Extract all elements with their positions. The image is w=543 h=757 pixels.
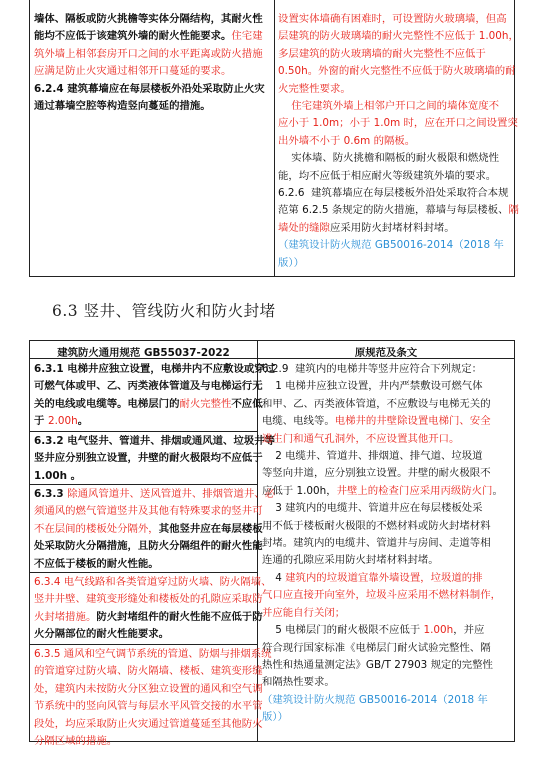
text-line xyxy=(278,185,512,202)
text-line xyxy=(262,692,512,709)
text-line xyxy=(34,46,272,63)
top-table-right-cell xyxy=(278,11,519,272)
text-line xyxy=(34,378,263,395)
text-line xyxy=(278,81,512,98)
text-run: 6.3.4 电气线路和各类管道穿过防火墙、防火隔墙、 xyxy=(34,576,272,588)
text-run: 应采用防火封堵材料封堵。 xyxy=(329,221,455,234)
text-line xyxy=(278,220,512,237)
text-run: 于 xyxy=(34,415,49,428)
text-line xyxy=(34,681,263,698)
text-run: 。 xyxy=(492,484,503,497)
top-table-bottom-border xyxy=(29,276,515,277)
text-run: 电梯井的井壁除设置电梯门、安全 xyxy=(334,415,491,428)
text-run: 隔 xyxy=(508,204,519,217)
text-run: 6.3.1 电梯井应独立设置，电梯井内不应敷设或穿过 xyxy=(34,363,276,375)
text-run: 通过幕墙空腔等构造竖向蔓延的措施。 xyxy=(34,100,211,113)
text-run: 范第 6.2.5 条规定的防火措施，幕墙与每层楼板、 xyxy=(278,204,509,217)
text-line xyxy=(262,431,512,448)
text-line xyxy=(262,552,512,569)
text-run: 用不低于楼板耐火极限的不燃材料或防火封堵材料 xyxy=(262,519,491,532)
bottom-table-left-border xyxy=(29,340,30,742)
text-line xyxy=(34,11,272,28)
text-line xyxy=(278,168,512,185)
text-line xyxy=(262,570,512,587)
text-run: 6.3.3 xyxy=(34,488,68,500)
text-line xyxy=(34,574,272,591)
text-run: 连通的孔隙应采用防火封堵材料封堵。 xyxy=(262,554,439,567)
text-line xyxy=(34,486,276,503)
text-run: 气口应直接开向室外，垃圾斗应采用不燃材料制作， xyxy=(262,589,501,602)
left-column-header: 建筑防火通用规范 GB55037-2022 xyxy=(57,347,230,359)
text-line xyxy=(34,28,272,45)
text-run: 分隔区域的措施。 xyxy=(34,735,118,748)
text-run: 除通风管道井、送风管道井、排烟管道井、必 xyxy=(67,488,276,500)
text-line xyxy=(278,133,512,150)
clause-6-3-2 xyxy=(34,433,276,485)
text-run: 版）） xyxy=(278,256,304,269)
text-run: 1.00h 。 xyxy=(34,469,82,482)
text-line xyxy=(278,115,518,132)
text-line xyxy=(262,657,512,674)
text-run: 6.2.9 建筑内的电梯井等竖井应符合下列规定： xyxy=(262,363,483,375)
text-run: 2.00h xyxy=(48,415,78,428)
text-run: 3 建筑内的电缆井、管道井应在每层楼板处采 xyxy=(262,502,483,515)
text-run: 和隔热性要求。 xyxy=(262,676,335,689)
text-run: 须通风的燃气管道竖井及其他有特殊要求的竖井可 xyxy=(34,505,263,518)
text-run: 设置实体墙确有困难时，可设置防火玻璃墙，但高 xyxy=(278,13,507,25)
text-line xyxy=(34,591,263,608)
text-line xyxy=(34,698,263,715)
text-run: 出外墙不小于 0.6m 的隔板。 xyxy=(278,134,416,147)
text-run: 封堵。建筑内的电缆井、管道井与房间、走道等相 xyxy=(262,537,491,550)
text-run: 处，建筑内未按防火分区独立设置的通风和空气调 xyxy=(34,682,263,695)
text-run: 逃生门和通气孔洞外，不应设置其他开口。 xyxy=(262,432,460,445)
text-run: 筑外墙上相邻套房开口之间的水平距离或防火措施 xyxy=(34,47,263,60)
text-line xyxy=(34,609,263,626)
text-line xyxy=(34,433,276,450)
text-run: 能，均不应低于相应耐火等级建筑外墙的要求。 xyxy=(278,169,497,182)
text-run: 的管道穿过防火墙、防火隔墙、楼板、建筑变形缝 xyxy=(34,665,263,678)
text-line xyxy=(34,81,272,98)
text-line xyxy=(278,202,519,219)
text-line xyxy=(278,11,512,28)
text-run: 住宅建 xyxy=(231,30,263,43)
text-run: 竖井井壁、建筑变形缝处和楼板处的孔隙应采取防 xyxy=(34,593,263,606)
text-line xyxy=(34,733,256,750)
text-run: 其他竖井应在每层楼板 xyxy=(158,522,263,535)
text-line xyxy=(262,674,512,691)
bottom-table-top-border xyxy=(29,340,515,341)
text-line xyxy=(262,361,512,378)
text-line xyxy=(262,587,512,604)
text-run: 和甲、乙、丙类液体管道，不应敷设与电梯无关的 xyxy=(262,397,491,410)
text-run: 符合现行国家标准《电梯层门耐火试验完整性、隔 xyxy=(262,641,491,654)
text-line xyxy=(262,483,512,500)
text-line xyxy=(262,448,512,465)
top-table-left-border xyxy=(29,0,30,277)
text-line xyxy=(34,63,272,80)
text-run: 1 电梯井应独立设置，井内严禁敷设可燃气体 xyxy=(262,380,483,393)
text-line xyxy=(278,98,512,115)
text-line xyxy=(34,503,263,520)
text-run: 应低于 1.00h， xyxy=(262,484,337,497)
text-run: 应满足防止火灾通过相邻开口蔓延的要求。 xyxy=(34,65,232,78)
text-run: 实体墙、防火挑檐和隔板的耐火极限和燃烧性 xyxy=(278,152,500,165)
left-row-divider xyxy=(29,644,258,645)
clause-6-3-5 xyxy=(34,646,272,750)
text-run: 防火封堵组件的耐火性能不应低于防 xyxy=(96,610,263,623)
text-line xyxy=(34,626,256,643)
text-line xyxy=(262,605,512,622)
text-run: 不在层间的楼板处分隔外， xyxy=(34,522,159,535)
text-run: 能均不应低于该建筑外墙的耐火性能要求。 xyxy=(34,30,232,43)
text-run: 0.50h。外窗的耐火完整性不应低于防火玻璃墙的耐 xyxy=(278,65,516,78)
text-line xyxy=(34,413,256,430)
text-run: 可燃气体或甲、乙、丙类液体管道及与电梯运行无 xyxy=(34,380,263,393)
clause-6-3-3 xyxy=(34,486,276,573)
text-line xyxy=(278,28,519,45)
original-clause-6-2-9 xyxy=(262,361,512,727)
text-run: 并应能自行关闭； xyxy=(262,606,346,619)
text-run: 段处，均应采取防止火灾通过管道蔓延至其他防火 xyxy=(34,717,263,730)
text-run: 节系统中的竖向风管与每层水平风管交接的水平管 xyxy=(34,700,263,713)
text-line xyxy=(34,556,256,573)
text-run: （建筑设计防火规范 GB50016-2014（2018 年 xyxy=(262,693,488,706)
text-run: 6.2.4 建筑幕墙应在每层楼板外沿处采取防止火灾 xyxy=(34,82,265,95)
text-line xyxy=(34,716,263,733)
text-line xyxy=(262,518,512,535)
text-run: 耐火完整性 xyxy=(179,397,232,410)
text-line xyxy=(278,46,512,63)
text-run: 墙处的缝隙 xyxy=(278,221,330,234)
top-table-left-cell xyxy=(34,11,272,115)
text-run: 建筑内的垃圾道宜靠外墙设置，垃圾道的排 xyxy=(285,571,483,584)
text-line xyxy=(34,98,272,115)
text-run: 2 电缆井、管道井、排烟道、排气道、垃圾道 xyxy=(262,450,483,463)
left-row-divider xyxy=(29,431,258,432)
clause-6-3-1 xyxy=(34,361,276,431)
text-run: 井壁上的检查门应采用丙级防火门 xyxy=(336,484,493,497)
text-line xyxy=(262,622,512,639)
section-heading: 6.3 竖井、管线防火和防火封堵 xyxy=(52,302,276,320)
text-line xyxy=(262,640,512,657)
text-run: 不应低于楼板的耐火性能。 xyxy=(34,557,159,570)
text-line xyxy=(278,255,512,272)
text-run: 。 xyxy=(77,415,89,428)
text-run: 住宅建筑外墙上相邻户开口之间的墙体宽度不 xyxy=(278,100,500,113)
text-run: 多层建筑的防火玻璃墙的耐火完整性不应低于 xyxy=(278,47,486,60)
text-line xyxy=(278,63,516,80)
text-line xyxy=(262,709,512,726)
text-line xyxy=(34,521,263,538)
text-run: 4 xyxy=(262,571,286,584)
text-run: 6.3.5 通风和空气调节系统的管道、防烟与排烟系统 xyxy=(34,648,272,660)
text-run: 火分隔部位的耐火性能要求。 xyxy=(34,628,170,641)
text-run: 6.2.6 建筑幕墙应在每层楼板外沿处采取符合本规 xyxy=(278,187,509,200)
text-run: 关的电线或电缆等。电梯层门的 xyxy=(34,397,180,410)
text-run: 6.3.2 电气竖井、管道井、排烟或通风道、垃圾井等 xyxy=(34,435,276,447)
text-run: 等竖向井道，应分别独立设置。井壁的耐火极限不 xyxy=(262,467,491,480)
text-line xyxy=(262,465,512,482)
text-run: 电缆、电线等。 xyxy=(262,415,335,428)
bottom-table-right-border xyxy=(514,340,515,742)
text-run: 层建筑的防火玻璃墙的耐火完整性不应低于 1.00h， xyxy=(278,30,519,43)
text-line xyxy=(278,237,512,254)
text-run: 墙体、隔板或防火挑檐等实体分隔结构，其耐火性 xyxy=(34,13,263,25)
text-line xyxy=(262,378,512,395)
text-run: 5 电梯层门的耐火极限不应低于 xyxy=(262,624,424,637)
text-run: 应小于 1.0m；小于 1.0m 时，应在开口之间设置突 xyxy=(278,117,518,130)
right-column-header: 原规范及条文 xyxy=(354,347,418,359)
text-line xyxy=(34,646,272,663)
text-line xyxy=(262,396,512,413)
text-line xyxy=(34,361,276,378)
text-line xyxy=(278,150,512,167)
text-line xyxy=(34,663,263,680)
text-run: 1.00h xyxy=(423,624,454,637)
text-run: （建筑设计防火规范 GB50016-2014（2018 年 xyxy=(278,239,504,252)
text-line xyxy=(34,450,263,467)
text-line xyxy=(34,396,263,413)
text-run: 版）） xyxy=(262,711,288,724)
text-line xyxy=(262,500,512,517)
text-run: 竖井应分别独立设置，井壁的耐火极限均不应低于 xyxy=(34,452,263,465)
text-line xyxy=(262,535,512,552)
text-line xyxy=(34,538,263,555)
text-run: 火完整性要求。 xyxy=(278,82,351,95)
text-line xyxy=(34,468,256,485)
text-line xyxy=(262,413,512,430)
text-run: 处采取防火分隔措施，且防火分隔组件的耐火性能 xyxy=(34,540,263,553)
clause-6-3-4 xyxy=(34,574,272,644)
text-run: 热性和热通量测定法》GB/T 27903 规定的完整性 xyxy=(262,658,493,671)
text-run: 火封堵措施。 xyxy=(34,610,97,623)
top-table-middle-border xyxy=(274,0,275,277)
text-run: 不应低 xyxy=(231,397,263,410)
text-run: ，并应 xyxy=(453,624,485,637)
